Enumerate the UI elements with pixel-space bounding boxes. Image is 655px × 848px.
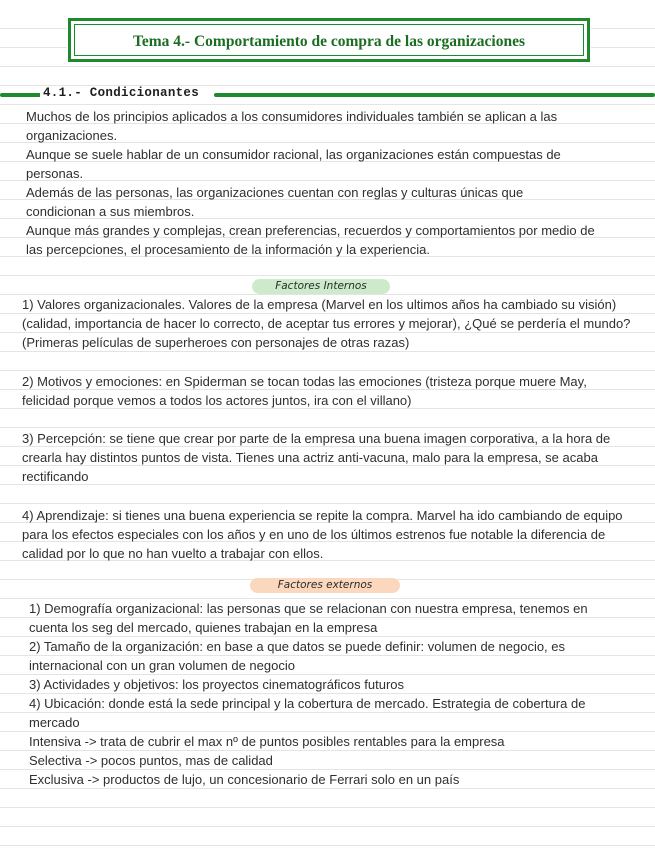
externos-item: 3) Actividades y objetivos: los proyectos cinematográficos futuros <box>29 677 405 692</box>
title-box <box>68 18 590 62</box>
internos-item: 2) Motivos y emociones: en Spiderman se tocan todas las emociones (tristeza porque muere May, felicidad porque vemos a todos los actores juntos, ira con el villano) <box>22 374 587 408</box>
intro-paragraph: Muchos de los principios aplicados a los consumidores individuales también se aplican a las organizaciones. <box>26 109 558 143</box>
externos-item: Intensiva -> trata de cubrir el max nº de puntos posibles rentables para la empresa <box>29 734 505 749</box>
section-divider-right <box>214 93 655 97</box>
internos-item: 1) Valores organizacionales. Valores de la empresa (Marvel en los ultimos años ha cambiado su visión) (calidad, importancia de hacer lo correcto, de aceptar tus errores y mejorar), ¿Qué se perdería el mundo? (Primeras películas de superheroes con personajes de otras razas) <box>22 297 631 350</box>
section-heading: 4.1.- Condicionantes <box>40 86 202 100</box>
externos-item: 4) Ubicación: donde está la sede principal y la cobertura de mercado. Estrategia de cobertura de mercado <box>29 696 586 730</box>
intro-paragraph: Aunque se suele hablar de un consumidor racional, las organizaciones están compuestas de personas. <box>26 147 561 181</box>
page-title: Tema 4.- Comportamiento de compra de las organizaciones <box>132 33 526 50</box>
externos-item: Exclusiva -> productos de lujo, un concesionario de Ferrari solo en un país <box>29 772 460 787</box>
intro-paragraph: Aunque más grandes y complejas, crean preferencias, recuerdos y comportamientos por medio de las percepciones, el procesamiento de la información y la experiencia. <box>26 223 595 257</box>
externos-item: Selectiva -> pocos puntos, mas de calidad <box>29 753 273 768</box>
internos-item: 3) Percepción: se tiene que crear por parte de la empresa una buena imagen corporativa, a la hora de crearla hay distintos puntos de vista. Tienes una actriz anti-vacuna, malo para la empresa, se acaba rectificando <box>22 431 611 484</box>
intro-paragraph: Además de las personas, las organizaciones cuentan con reglas y culturas únicas que condicionan a sus miembros. <box>26 185 524 219</box>
externos-item: 2) Tamaño de la organización: en base a que datos se puede definir: volumen de negocio, es internacional con un gran volumen de negocio <box>29 639 566 673</box>
section-divider-left <box>0 93 42 97</box>
factores-internos-tag: Factores Internos <box>252 279 390 294</box>
factores-externos-tag: Factores externos <box>250 578 400 593</box>
externos-item: 1) Demografía organizacional: las personas que se relacionan con nuestra empresa, tenemos en cuenta los seg del mercado, quienes trabajan en la empresa <box>29 601 588 635</box>
internos-item: 4) Aprendizaje: si tienes una buena experiencia se repite la compra. Marvel ha ido cambiando de equipo para los efectos especiales con los años y en uno de los últimos estrenos fue notable la diferencia de calidad por lo que no han vuelto a trabajar con ellos. <box>22 508 623 561</box>
